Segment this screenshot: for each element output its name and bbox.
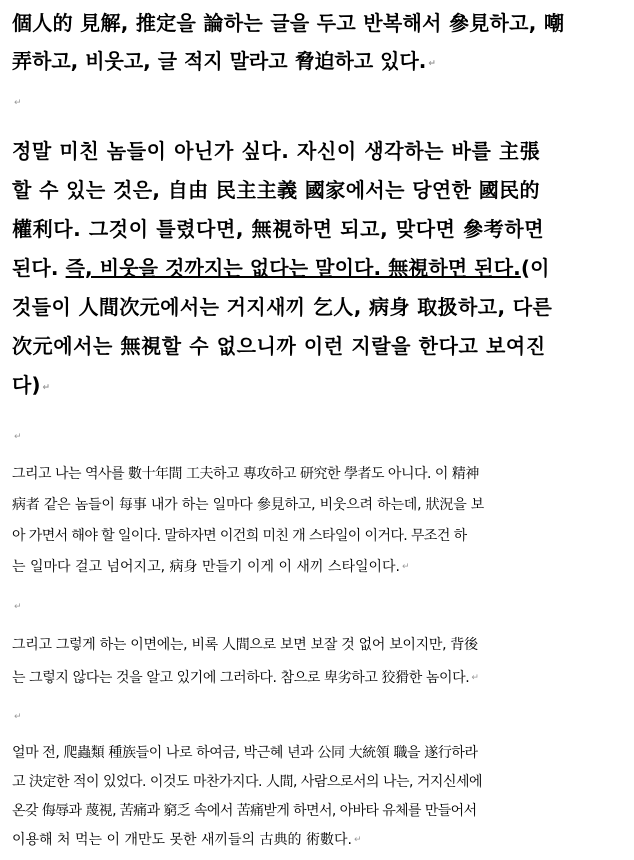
empty-paragraph	[12, 596, 624, 612]
paragraph-mark: ↵	[353, 835, 362, 845]
text-line-content: 弄하고, 비웃고, 글 적지 말라고 脅迫하고 있다.	[12, 49, 427, 73]
paragraph-5	[12, 739, 624, 855]
text-line: 할 수 있는 것은, 自由 民主主義 國家에서는 당연한 國民的	[12, 178, 540, 202]
text-line-content: 는 일마다 걸고 넘어지고, 病身 만들기 이게 이 새끼 스타일이다.	[12, 559, 401, 575]
text-line: 고 決定한 적이 있었다. 이것도 마찬가지다. 人間, 사람으로서의 나는, 거지신세에	[12, 774, 483, 790]
paragraph-3	[12, 459, 624, 583]
paragraph-mark: ↵	[14, 712, 22, 722]
text-line-content: 는 그렇지 않다는 것을 알고 있기에 그러하다. 참으로 卑劣하고 狡猾한 놈이다.	[12, 670, 470, 686]
text-line	[12, 366, 624, 408]
text-line: 病者 같은 놈들이 每事 내가 하는 일마다 參見하고, 비웃으려 하는데, 狀況을 보	[12, 497, 485, 513]
text-line: 그리고 나는 역사를 數十年間 工夫하고 專攻하고 研究한 學者도 아니다. 이 精神	[12, 466, 479, 482]
text-span: (이	[520, 256, 550, 280]
paragraph-mark: ↵	[14, 432, 22, 442]
paragraph-mark: ↵	[402, 562, 410, 572]
paragraph-mark: ↵	[14, 602, 22, 612]
text-line: 것들이 人間次元에서는 거지새끼 乞人, 病身 取扱하고, 다른	[12, 295, 553, 319]
paragraph-mark: ↵	[42, 383, 51, 393]
text-line: 정말 미친 놈들이 아닌가 싶다. 자신이 생각하는 바를 主張	[12, 139, 541, 163]
text-span: 된다.	[12, 256, 66, 280]
empty-paragraph	[12, 426, 624, 442]
text-line: 그리고 그렇게 하는 이면에는, 비록 人間으로 보면 보잘 것 없어 보이지만, 背後	[12, 637, 478, 653]
text-line	[12, 552, 624, 583]
paragraph-2	[12, 132, 624, 408]
text-line-content: 다)	[12, 373, 41, 397]
text-line: 次元에서는 無視할 수 없으니까 이런 지랄을 한다고 보여진	[12, 334, 546, 358]
paragraph-mark: ↵	[14, 98, 22, 108]
text-line: 얼마 전, 爬蟲類 種族들이 나로 하여금, 박근혜 년과 公同 大統領 職을 遂行하라	[12, 745, 478, 761]
text-line: 個人的 見解, 推定을 論하는 글을 두고 반복해서 參見하고, 嘲	[12, 11, 565, 35]
empty-paragraph	[12, 706, 624, 722]
text-line	[12, 249, 624, 288]
text-line	[12, 826, 624, 855]
text-line	[12, 662, 624, 695]
paragraph-4	[12, 629, 624, 695]
text-line	[12, 42, 624, 83]
empty-paragraph	[12, 92, 624, 108]
text-line-content: 이용해 처 먹는 이 개만도 못한 새끼들의 古典的 術數다.	[12, 832, 352, 848]
paragraph-mark: ↵	[471, 673, 479, 683]
text-line: 온갖 侮辱과 蔑視, 苦痛과 窮乏 속에서 苦痛받게 하면서, 아바타 유체를 만들어서	[12, 803, 477, 819]
text-line: 權利다. 그것이 틀렸다면, 無視하면 되고, 맞다면 參考하면	[12, 217, 545, 241]
underlined-sentence: 즉, 비웃을 것까지는 없다는 말이다. 無視하면 된다.	[65, 256, 521, 280]
paragraph-1	[12, 4, 624, 83]
paragraph-mark: ↵	[428, 59, 436, 69]
text-line: 아 가면서 해야 할 일이다. 말하자면 이건희 미친 개 스타일이 이거다. 무조건 하	[12, 528, 467, 544]
